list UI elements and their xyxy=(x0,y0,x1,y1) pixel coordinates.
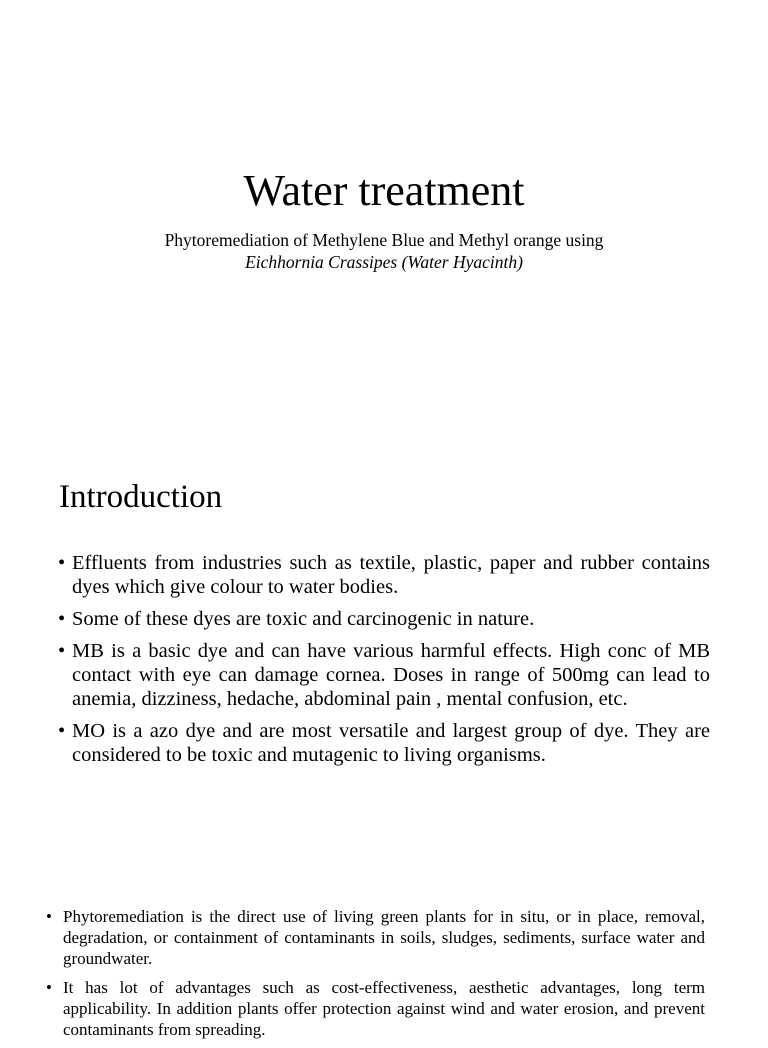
bullet-text: Some of these dyes are toxic and carcinogenic in nature. xyxy=(72,608,535,630)
bullet-text: Phytoremediation is the direct use of living green plants for in situ, or in place, removal, degradation, or containment of contaminants in soils, sludges, sediments, surface water and groundwater. xyxy=(63,907,705,968)
list-item xyxy=(58,719,710,767)
bullet-icon: • xyxy=(58,640,66,662)
bullet-text: It has lot of advantages such as cost-effectiveness, aesthetic advantages, long term applicability. In addition plants offer protection against wind and water erosion, and prevent contaminants from spreading. xyxy=(63,978,705,1039)
bullet-icon: • xyxy=(58,720,66,742)
bullet-text: MB is a basic dye and can have various harmful effects. High conc of MB contact with eye can damage cornea. Doses in range of 500mg can lead to anemia, dizziness, hedache, abdominal pain , mental confusion, etc. xyxy=(72,640,710,710)
bullet-icon: • xyxy=(58,552,66,574)
title-slide xyxy=(0,0,768,460)
bullet-icon: • xyxy=(58,608,66,630)
phytoremediation-bullet-list xyxy=(46,906,705,1048)
slide-title: Water treatment xyxy=(243,166,525,215)
introduction-bullet-list xyxy=(58,551,710,775)
list-item xyxy=(58,551,710,599)
subtitle-line-2-species: Eichhornia Crassipes (Water Hyacinth) xyxy=(245,252,523,272)
bullet-icon: • xyxy=(46,907,52,926)
list-item xyxy=(46,977,705,1040)
bullet-text: Effluents from industries such as textile, plastic, paper and rubber contains dyes which give colour to water bodies. xyxy=(72,552,710,598)
introduction-heading: Introduction xyxy=(59,479,223,515)
slide-subtitle xyxy=(0,229,768,273)
list-item xyxy=(46,906,705,969)
subtitle-line-1: Phytoremediation of Methylene Blue and Methyl orange using xyxy=(164,230,604,250)
introduction-slide xyxy=(0,460,768,860)
list-item xyxy=(58,639,710,711)
phytoremediation-slide xyxy=(0,860,768,1039)
bullet-text: MO is a azo dye and are most versatile and largest group of dye. They are considered to be toxic and mutagenic to living organisms. xyxy=(72,720,710,766)
bullet-icon: • xyxy=(46,978,52,997)
list-item xyxy=(58,607,710,631)
